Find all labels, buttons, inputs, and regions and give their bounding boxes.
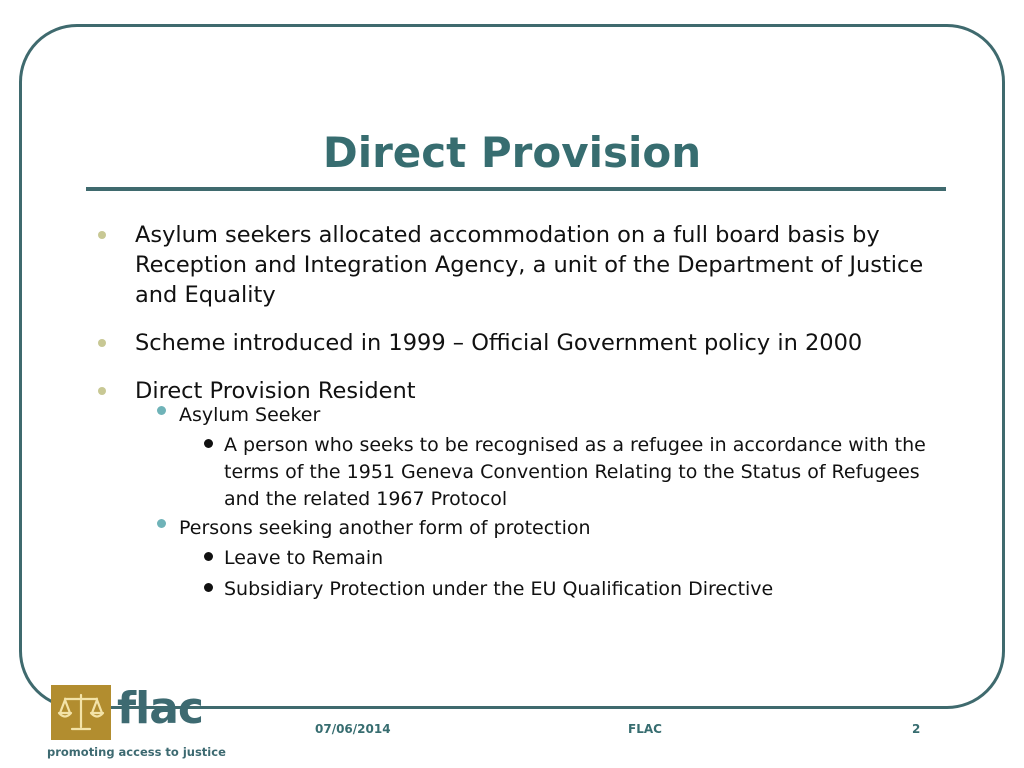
sub-bullet-text: Asylum Seeker bbox=[179, 404, 321, 426]
scales-of-justice-icon bbox=[57, 691, 105, 733]
sub-sub-bullet-item bbox=[179, 432, 948, 513]
logo-wordmark: flac bbox=[117, 683, 203, 734]
slide-title: Direct Provision bbox=[322, 128, 702, 177]
bullet-text: Asylum seekers allocated accommodation on a full board basis by Reception and Integration Agency, a unit of the Department of Justice and Equality bbox=[135, 222, 924, 308]
bullet-dot-icon bbox=[98, 387, 106, 395]
bullet-text: Scheme introduced in 1999 – Official Government policy in 2000 bbox=[135, 330, 863, 356]
sub-sub-bullet-text: Subsidiary Protection under the EU Qualification Directive bbox=[224, 578, 774, 600]
bullet-text: Direct Provision Resident bbox=[135, 378, 416, 404]
sub-bullet-dot-icon bbox=[157, 406, 166, 415]
footer-center-text: FLAC bbox=[628, 722, 662, 736]
logo-box bbox=[51, 685, 111, 740]
sub-sub-bullet-dot-icon bbox=[204, 552, 213, 561]
sub-bullet-list bbox=[98, 402, 948, 603]
bullet-item bbox=[98, 220, 948, 310]
title-divider bbox=[86, 187, 946, 191]
flac-logo bbox=[47, 683, 226, 768]
bullet-item bbox=[98, 328, 948, 358]
sub-sub-bullet-item bbox=[179, 545, 948, 572]
sub-sub-bullet-item bbox=[179, 576, 948, 603]
logo-tagline: promoting access to justice bbox=[47, 745, 226, 759]
sub-sub-bullet-text: A person who seeks to be recognised as a refugee in accordance with the terms of the 1951 Geneva Convention Relating to the Status of Refugees and the related 1967 Protocol bbox=[224, 434, 926, 510]
sub-sub-bullet-text: Leave to Remain bbox=[224, 547, 384, 569]
bullet-dot-icon bbox=[98, 339, 106, 347]
slide-content bbox=[98, 220, 948, 603]
sub-sub-bullet-dot-icon bbox=[204, 583, 213, 592]
footer-page-number: 2 bbox=[912, 722, 921, 736]
bullet-dot-icon bbox=[98, 231, 106, 239]
sub-sub-bullet-dot-icon bbox=[204, 439, 213, 448]
sub-bullet-item bbox=[141, 402, 948, 428]
sub-bullet-text: Persons seeking another form of protection bbox=[179, 517, 591, 539]
sub-bullet-item bbox=[141, 515, 948, 541]
footer-date: 07/06/2014 bbox=[315, 722, 391, 736]
sub-bullet-dot-icon bbox=[157, 519, 166, 528]
